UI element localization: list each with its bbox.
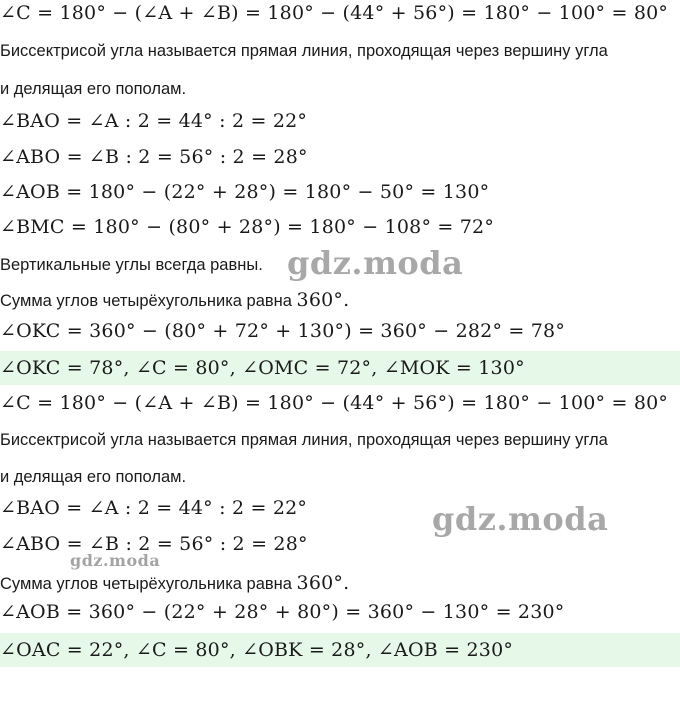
equation-angle-c-2: ∠C = 180° − (∠A + ∠B) = 180° − (44° + 56°) = 180° − 100° = 80° — [0, 392, 669, 414]
equation-angle-aob: ∠AOB = 180° − (22° + 28°) = 180° − 50° = 130° — [0, 181, 490, 203]
equation-angle-bao-2: ∠BAO = ∠A : 2 = 44° : 2 = 22° — [0, 497, 308, 519]
bisector-definition-line2-2: и делящая его пополам. — [0, 468, 187, 486]
equation-angle-abo: ∠ABO = ∠B : 2 = 56° : 2 = 28° — [0, 146, 308, 168]
bisector-definition-line2: и делящая его пополам. — [0, 80, 187, 98]
vertical-angles-text: Вертикальные углы всегда равны. — [0, 256, 263, 274]
equation-angle-bmc: ∠BMC = 180° − (80° + 28°) = 180° − 108° = 72° — [0, 216, 495, 238]
watermark-logo-1: gdz.moda — [287, 244, 464, 282]
equation-angle-bao: ∠BAO = ∠A : 2 = 44° : 2 = 22° — [0, 110, 308, 132]
bisector-definition-line1: Биссектрисой угла называется прямая линия, проходящая через вершину угла — [0, 42, 608, 60]
watermark-logo-3: gdz.moda — [70, 551, 161, 570]
equation-angle-aob-2: ∠AOB = 360° − (22° + 28° + 80°) = 360° − 130° = 230° — [0, 601, 565, 623]
equation-angle-abo-2: ∠ABO = ∠B : 2 = 56° : 2 = 28° — [0, 533, 308, 555]
watermark-logo-2: gdz.moda — [432, 500, 609, 538]
equation-angle-okc: ∠OKC = 360° − (80° + 72° + 130°) = 360° − 282° = 78° — [0, 320, 566, 342]
quad-sum-text: Сумма углов четырёхугольника равна 360°. — [0, 289, 350, 311]
answer-highlight-1: ∠OKC = 78°, ∠C = 80°, ∠OMC = 72°, ∠MOK = 130° — [0, 351, 680, 385]
equation-angle-c: ∠C = 180° − (∠A + ∠B) = 180° − (44° + 56°) = 180° − 100° = 80° — [0, 2, 669, 24]
bisector-definition-line1-2: Биссектрисой угла называется прямая линия, проходящая через вершину угла — [0, 431, 608, 449]
quad-sum-text-2: Сумма углов четырёхугольника равна 360°. — [0, 572, 350, 594]
answer-highlight-2: ∠OAC = 22°, ∠C = 80°, ∠OBK = 28°, ∠AOB = 230° — [0, 633, 680, 667]
